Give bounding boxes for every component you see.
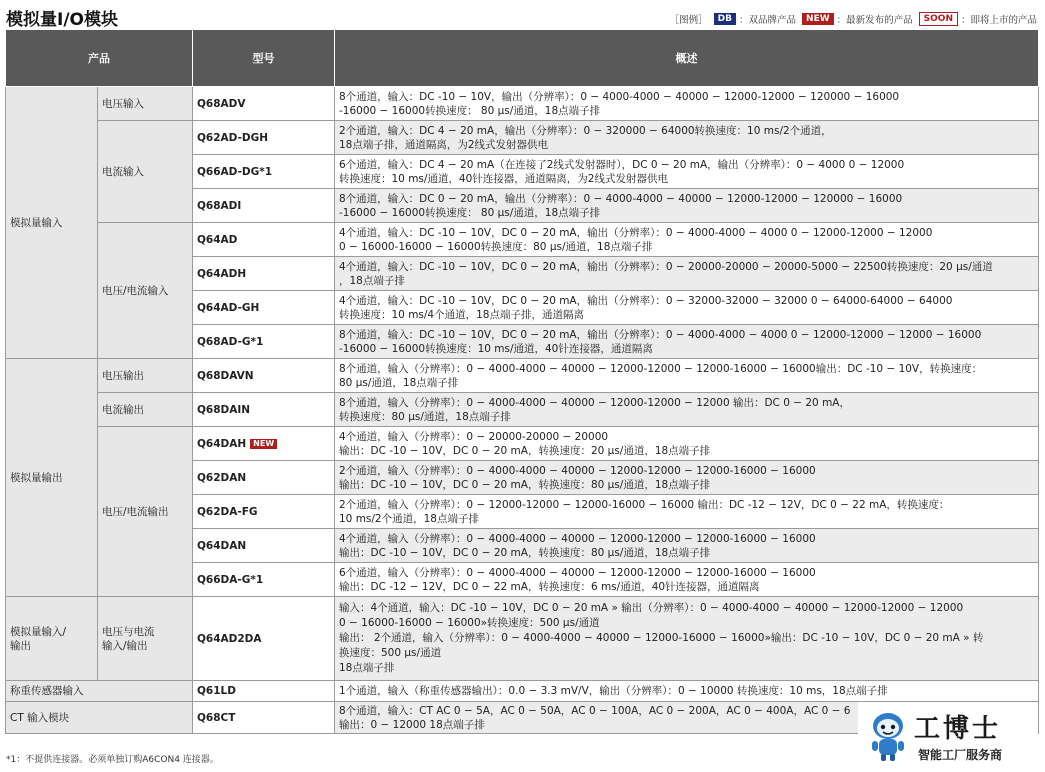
subgroup-voltage-input: 电压输入 [98, 87, 193, 121]
new-badge: NEW [250, 439, 277, 449]
description-cell: 2个通道，输入（分辨率）：0 − 12000-12000 − 12000-16000 − 16000 输出：DC -12 − 12V，DC 0 − 22 mA，转换速度： 10 ms/2个通道，18点端子排 [335, 495, 1039, 529]
legend-figure-label: ［图例］ [669, 15, 708, 26]
model-cell: Q62DAN [193, 461, 335, 495]
description-cell: 6个通道，输入：DC 4 − 20 mA（在连接了2线式发射器时），DC 0 − 20 mA，输出（分辨率）：0 − 4000 0 − 12000 转换速度：10 ms/通道，40针连接器，通道隔离，为2线式发射器供电 [335, 155, 1039, 189]
description-cell: 1个通道，输入（称重传感器输出）：0.0 − 3.3 mV/V，输出（分辨率）：0 − 10000 转换速度：10 ms，18点端子排 [335, 681, 1039, 702]
table-row [6, 223, 1039, 257]
group-analog-output: 模拟量输出 [6, 359, 98, 597]
spec-table [5, 29, 1039, 734]
description-cell: 2个通道，输入：DC 4 − 20 mA，输出（分辨率）：0 − 320000 − 64000转换速度：10 ms/2个通道， 18点端子排，通道隔离，为2线式发射器供电 [335, 121, 1039, 155]
db-text: ：双品牌产品 [739, 15, 797, 26]
description-cell: 8个通道，输入：CT AC 0 − 5A，AC 0 − 50A，AC 0 − 100A，AC 0 − 200A，AC 0 − 400A，AC 0 − 6 输出：0 − 12000 18点端子排 [335, 702, 1039, 734]
model-cell: Q64AD2DA [193, 597, 335, 681]
description-cell: 4个通道，输入（分辨率）：0 − 20000-20000 − 20000 输出：DC -10 − 10V，DC 0 − 20 mA，转换速度：20 μs/通道，18点端子排 [335, 427, 1039, 461]
new-badge-legend: NEW [802, 13, 834, 25]
group-analog-io: 模拟量输入/ 输出 [6, 597, 98, 681]
model-cell: Q62AD-DGH [193, 121, 335, 155]
subgroup-vc-io: 电压与电流 输入/输出 [98, 597, 193, 681]
description-cell: 6个通道，输入（分辨率）：0 − 4000-4000 − 40000 − 12000-12000 − 12000-16000 − 16000 输出：DC -12 − 12V，DC 0 − 22 mA，转换速度：6 ms/通道，40针连接器，通道隔离 [335, 563, 1039, 597]
description-cell: 4个通道，输入：DC -10 − 10V，DC 0 − 20 mA，输出（分辨率）：0 − 32000-32000 − 32000 0 − 64000-64000 − 64000 转换速度：10 ms/4个通道，18点端子排，通道隔离 [335, 291, 1039, 325]
group-load-cell: 称重传感器输入 [6, 681, 193, 702]
db-badge: DB [714, 13, 736, 25]
legend [670, 12, 1037, 26]
model-cell: Q61LD [193, 681, 335, 702]
model-cell [193, 427, 335, 461]
subgroup-voltage-output: 电压输出 [98, 359, 193, 393]
footnote: *1：不提供连接器。必须单独订购A6CON4 连接器。 [6, 755, 219, 765]
header-description: 概述 [335, 30, 1039, 87]
table-row [6, 121, 1039, 155]
soon-text: ：即将上市的产品 [960, 15, 1037, 26]
model-cell: Q68AD-G*1 [193, 325, 335, 359]
robot-mascot-icon [868, 710, 908, 762]
subgroup-current-input: 电流输入 [98, 121, 193, 223]
table-header-row [6, 30, 1039, 87]
model-cell: Q64AD-GH [193, 291, 335, 325]
page-title: 模拟量I/O模块 [6, 10, 118, 30]
description-cell: 8个通道，输入：DC 0 − 20 mA，输出（分辨率）：0 − 4000-4000 − 40000 − 12000-12000 − 120000 − 16000 -16000 − 16000转换速度： 80 μs/通道，18点端子排 [335, 189, 1039, 223]
subgroup-vc-input: 电压/电流输入 [98, 223, 193, 359]
description-cell: 4个通道，输入（分辨率）：0 − 4000-4000 − 40000 − 12000-12000 − 12000-16000 − 16000 输出：DC -10 − 10V，DC 0 − 20 mA，转换速度：80 μs/通道，18点端子排 [335, 529, 1039, 563]
table-row [6, 87, 1039, 121]
description-cell: 2个通道，输入（分辨率）：0 − 4000-4000 − 40000 − 12000-12000 − 12000-16000 − 16000 输出：DC -10 − 10V，DC 0 − 20 mA，转换速度：80 μs/通道，18点端子排 [335, 461, 1039, 495]
subgroup-vc-output: 电压/电流输出 [98, 427, 193, 597]
description-cell: 4个通道，输入：DC -10 − 10V，DC 0 − 20 mA，输出（分辨率）：0 − 4000-4000 − 4000 0 − 12000-12000 − 12000 0 − 16000-16000 − 16000转换速度：80 μs/通道，18点端子排 [335, 223, 1039, 257]
header-product: 产品 [6, 30, 193, 87]
model-text: Q64DAH [197, 437, 247, 450]
company-logo [858, 702, 1038, 770]
model-cell: Q64DAN [193, 529, 335, 563]
table-row [6, 597, 1039, 681]
table-row [6, 427, 1039, 461]
model-cell: Q64AD [193, 223, 335, 257]
description-cell: 8个通道，输入：DC -10 − 10V，DC 0 − 20 mA，输出（分辨率）：0 − 4000-4000 − 4000 0 − 12000-12000 − 12000 − 16000 -16000 − 16000转换速度：10 ms/通道，40针连接器，通道隔离 [335, 325, 1039, 359]
soon-badge: SOON [919, 12, 958, 26]
model-cell: Q68ADI [193, 189, 335, 223]
model-cell: Q68DAVN [193, 359, 335, 393]
group-ct: CT 输入模块 [6, 702, 193, 734]
model-cell: Q68CT [193, 702, 335, 734]
model-cell: Q68ADV [193, 87, 335, 121]
model-cell: Q66DA-G*1 [193, 563, 335, 597]
model-cell: Q62DA-FG [193, 495, 335, 529]
description-cell: 8个通道，输入：DC -10 − 10V，输出（分辨率）：0 − 4000-4000 − 40000 − 12000-12000 − 120000 − 16000 -16000 − 16000转换速度： 80 μs/通道，18点端子排 [335, 87, 1039, 121]
header-model: 型号 [193, 30, 335, 87]
table-row [6, 359, 1039, 393]
logo-name: 工博士 [914, 714, 1002, 744]
logo-slogan: 智能工厂服务商 [918, 748, 1003, 762]
new-text: ：最新发布的产品 [836, 15, 913, 26]
model-cell: Q68DAIN [193, 393, 335, 427]
table-row [6, 681, 1039, 702]
table-row [6, 393, 1039, 427]
description-cell: 8个通道，输入（分辨率）：0 − 4000-4000 − 40000 − 12000-12000 − 12000 输出：DC 0 − 20 mA， 转换速度：80 μs/通道，18点端子排 [335, 393, 1039, 427]
description-cell: 输入：4个通道，输入：DC -10 − 10V，DC 0 − 20 mA » 输出（分辨率）：0 − 4000-4000 − 40000 − 12000-12000 − 12000 0 − 16000-16000 − 16000»转换速度：500 μs/通道 输出： 2个通道，输入（分辨率）：0 − 4000-4000 − 40000 − 12000-16000 − 16000»输出：DC -10 − 10V，DC 0 − 20 mA » 转 换速度：500 μs/通道 18点端子排 [335, 597, 1039, 681]
description-cell: 4个通道，输入：DC -10 − 10V，DC 0 − 20 mA，输出（分辨率）：0 − 20000-20000 − 20000-5000 − 22500转换速度：20 μs/通道 ，18点端子排 [335, 257, 1039, 291]
subgroup-current-output: 电流输出 [98, 393, 193, 427]
model-cell: Q64ADH [193, 257, 335, 291]
group-analog-input: 模拟量输入 [6, 87, 98, 359]
description-cell: 8个通道，输入（分辨率）：0 − 4000-4000 − 40000 − 12000-12000 − 12000-16000 − 16000输出：DC -10 − 10V，转换速度： 80 μs/通道，18点端子排 [335, 359, 1039, 393]
model-cell: Q66AD-DG*1 [193, 155, 335, 189]
